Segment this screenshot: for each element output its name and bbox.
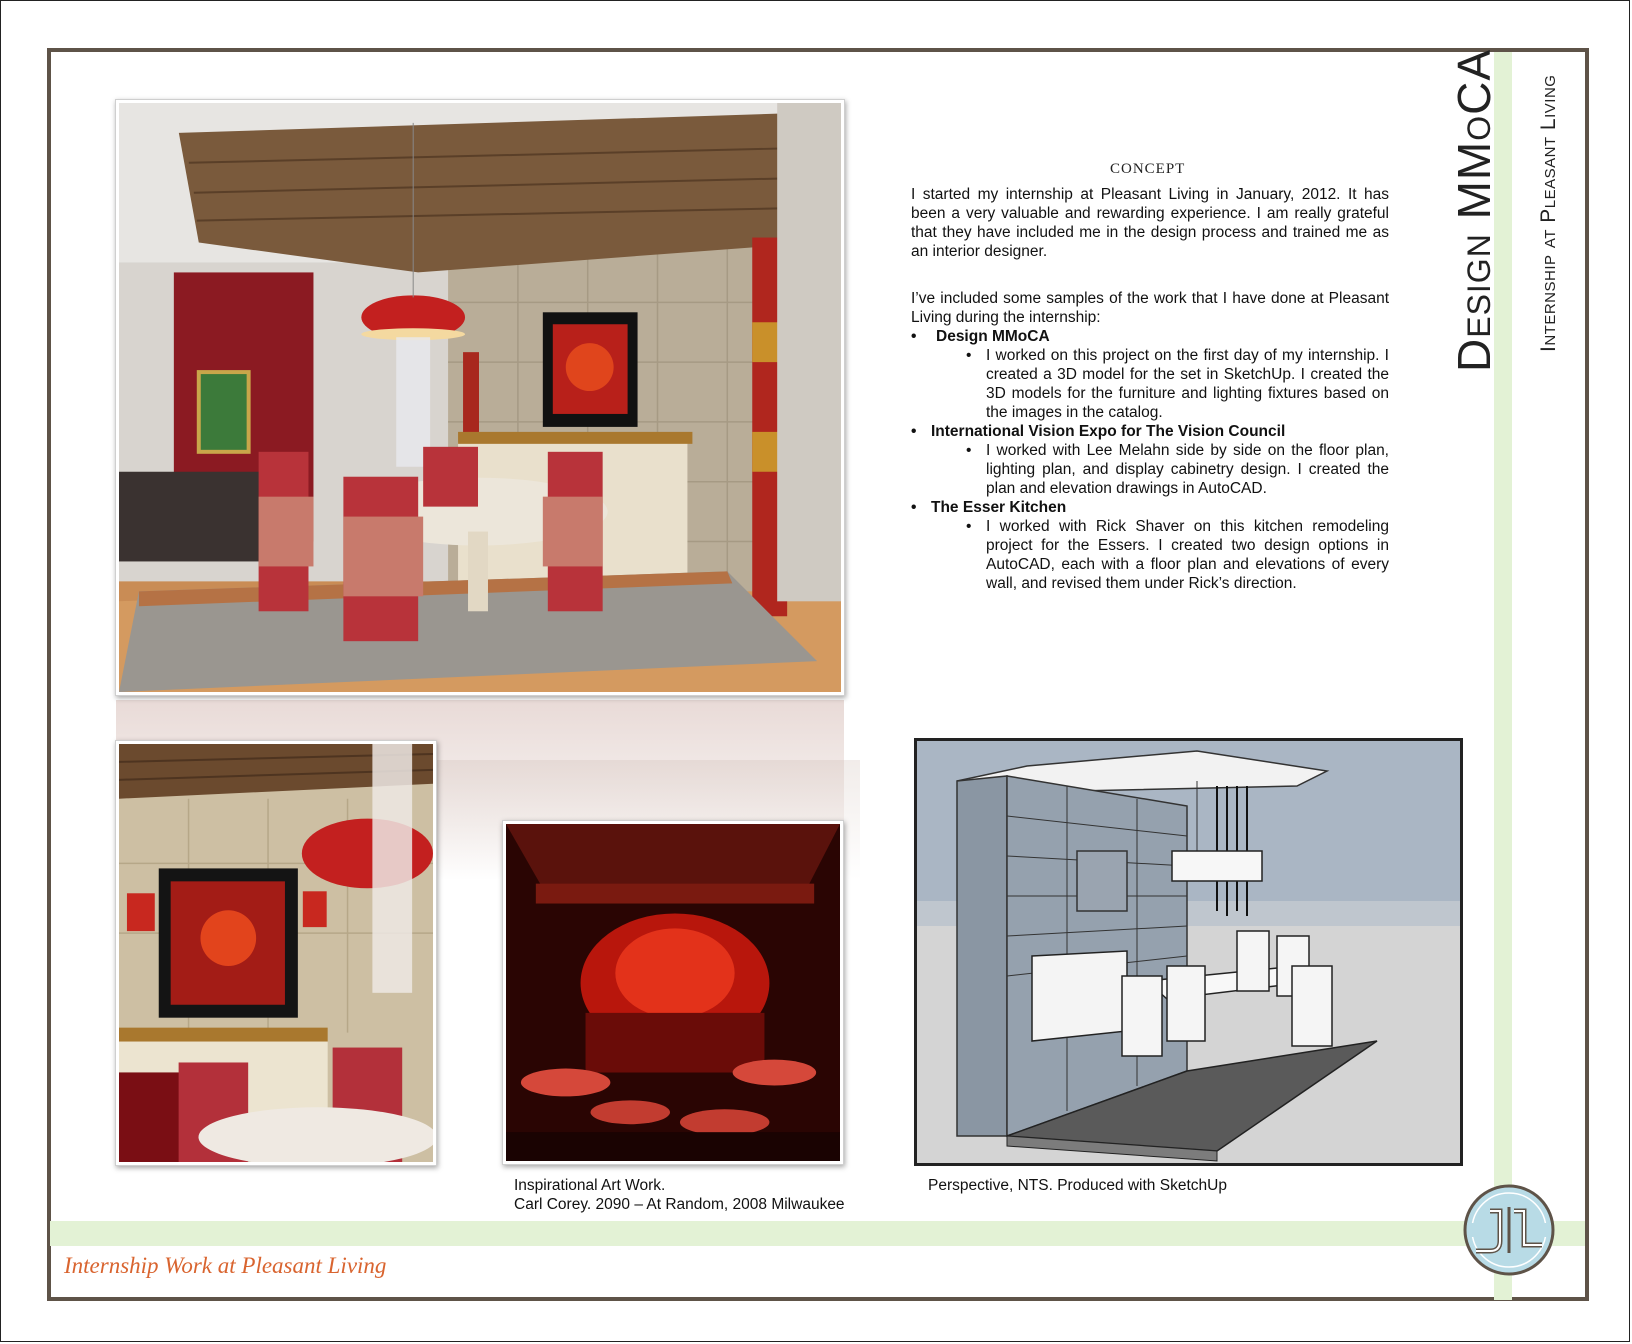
main-dining-room-photo bbox=[115, 99, 845, 696]
project-title: • Design MMoCA bbox=[911, 328, 1050, 345]
concept-text-block bbox=[911, 185, 1389, 593]
perspective-caption: Perspective, NTS. Produced with SketchUp bbox=[928, 1177, 1227, 1194]
concept-intro: I started my internship at Pleasant Living in January, 2012. It has been a very valuable and rewarding experience. I am really grateful that they have included me in the design process and trained me as an interior designer. bbox=[911, 186, 1389, 260]
detail-sideboard-photo bbox=[115, 740, 437, 1166]
sketchup-perspective-illustration bbox=[917, 741, 1460, 1163]
art-work-illustration bbox=[506, 824, 840, 1161]
project-title: • International Vision Expo for The Vision Council bbox=[911, 423, 1286, 440]
sideboard-illustration bbox=[119, 744, 433, 1162]
project-title: • The Esser Kitchen bbox=[911, 499, 1067, 516]
art-caption-line1: Inspirational Art Work. bbox=[514, 1177, 666, 1194]
project-description: • I worked with Rick Shaver on this kitchen remodeling project for the Essers. I created two design options in AutoCAD, each with a floor plan and elevations of every wall, and revised them under Rick’s direction. bbox=[966, 518, 1389, 592]
art-caption-line2: Carl Corey. 2090 – At Random, 2008 Milwaukee bbox=[514, 1196, 845, 1213]
jl-logo bbox=[1462, 1183, 1556, 1277]
footer-accent-band bbox=[50, 1221, 1585, 1246]
footer-title: Internship Work at Pleasant Living bbox=[64, 1253, 387, 1278]
perspective-drawing bbox=[914, 738, 1463, 1166]
jl-logo-icon bbox=[1462, 1183, 1556, 1277]
dining-room-illustration bbox=[119, 103, 841, 692]
vertical-title-sub: Internship at Pleasant Living bbox=[1537, 74, 1560, 352]
project-description: • I worked with Lee Melahn side by side on the floor plan, lighting plan, and display cabinetry design. I created the plan and elevation drawings in AutoCAD. bbox=[966, 442, 1389, 497]
art-work-photo bbox=[502, 820, 844, 1165]
samples-intro: I’ve included some samples of the work that I have done at Pleasant Living during the internship: bbox=[911, 290, 1389, 326]
project-description: • I worked on this project on the first day of my internship. I created a 3D model for the set in SketchUp. I created the 3D models for the furniture and lighting fixtures based on the images in the catalog. bbox=[966, 347, 1389, 421]
concept-heading: CONCEPT bbox=[1110, 161, 1186, 177]
art-caption bbox=[514, 1176, 845, 1214]
vertical-title-main: Design MMoCA bbox=[1448, 48, 1500, 372]
